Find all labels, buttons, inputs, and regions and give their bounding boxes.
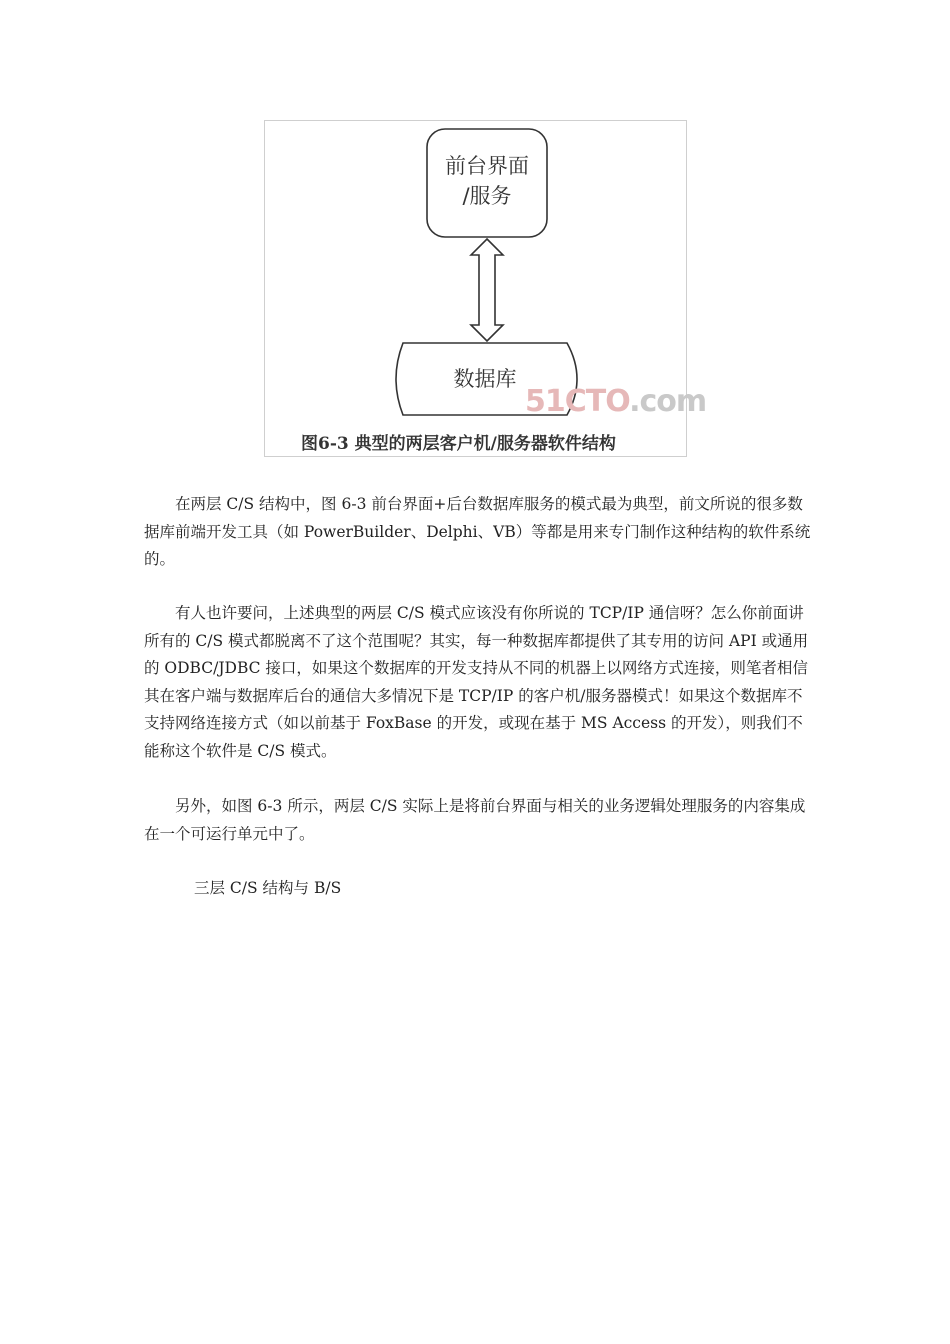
paragraph-2: 有人也许要问，上述典型的两层 C/S 模式应该没有你所说的 TCP/IP 通信呀？怎么你前面讲所有的 C/S 模式都脱离不了这个范围呢？其实，每一种数据库都提供了其专用的访问 API 或通用的 ODBC/JDBC 接口，如果这个数据库的开发支持从不同的机器上以网络方式连接，则笔者相信其在客户端与数据库后台的通信大多情况下是 TCP/IP 的客户机/服务器模式！如果这个数据库不支持网络连接方式（如以前基于 FoxBase 的开发，或现在基于 MS Access 的开发），则我们不能称这个软件是 C/S 模式。 <box>144 604 809 760</box>
watermark-number: 51CTO <box>525 384 630 419</box>
section-heading: 三层 C/S 结构与 B/S <box>194 879 342 897</box>
double-arrow <box>471 239 503 341</box>
figure-caption: 图6-3 典型的两层客户机/服务器软件结构 <box>301 434 616 454</box>
frontend-box-line-1: 前台界面 <box>445 154 529 178</box>
paragraph-1: 在两层 C/S 结构中，图 6-3 前台界面+后台数据库服务的模式最为典型，前文所说的很多数据库前端开发工具（如 PowerBuilder、Delphi、VB）等都是用来专门制作这种结构的软件系统的。 <box>144 495 811 568</box>
paragraph-3: 另外，如图 6-3 所示，两层 C/S 实际上是将前台界面与相关的业务逻辑处理服务的内容集成在一个可运行单元中了。 <box>144 797 806 843</box>
database-label: 数据库 <box>453 367 517 391</box>
architecture-figure <box>264 120 707 457</box>
frontend-box-label <box>427 151 547 211</box>
frontend-box-line-2: /服务 <box>462 184 512 208</box>
watermark-domain: .com <box>629 384 707 419</box>
site-watermark <box>525 384 706 419</box>
